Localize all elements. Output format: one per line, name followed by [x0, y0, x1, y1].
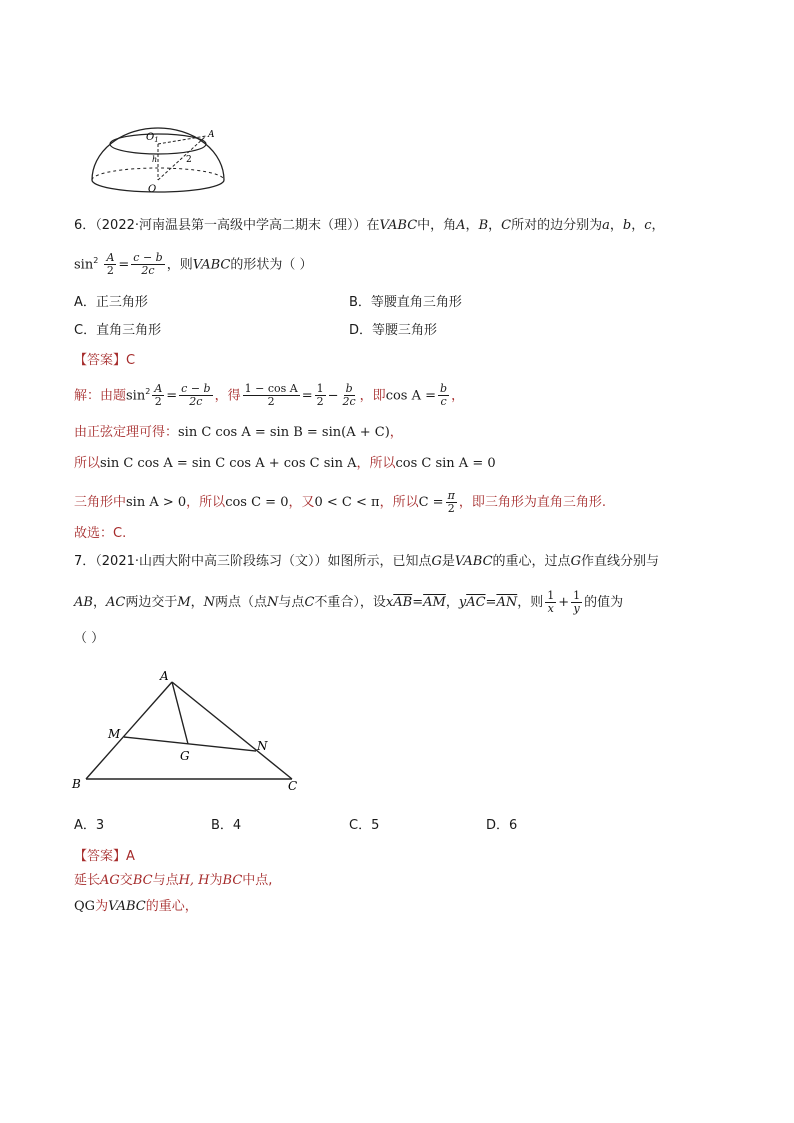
q7-stem-line2: AB，AC两边交于M，N两点（点N与点C不重合），设$x\overline{AB}=\overline{AM}$，$y\overline{AC}=\overline{AN}$，则 $\frac{1}{x}$ + $\frac{1}{y}$ 的值为	[74, 589, 624, 615]
q6-solution-line2: 由正弦定理可得：sin C cos A = sin B = sin(A + C)，	[74, 425, 403, 440]
q6-answer: 【答案】C	[74, 353, 136, 368]
q7-option-c[interactable]: C．5	[349, 818, 380, 833]
q7-option-a[interactable]: A．3	[74, 818, 105, 833]
q6-source: （2022·河南温县第一高级中学高二期末（理））在	[95, 218, 380, 233]
q6-solution-line4: 三角形中sin A > 0，所以cos C = 0，又0 < C < π，所以C = $\frac{\pi}{2}$ ，即三角形为直角三角形.	[74, 489, 606, 515]
q6-solution-line5: 故选：C.	[74, 526, 127, 541]
q7-number: 7．	[74, 554, 96, 569]
label-G: G	[180, 749, 190, 763]
hemisphere-figure	[88, 118, 228, 198]
label-N: N	[257, 739, 268, 753]
q6-stem-line2: $\sin^2$ $\frac{A}{2}$ = $\frac{c - b}{2c}$ ，则VABC的形状为（ ）	[74, 251, 313, 278]
q6-option-a[interactable]: A．正三角形	[74, 295, 148, 310]
q7-answer: 【答案】A	[74, 849, 135, 864]
q6-option-b[interactable]: B．等腰直角三角形	[349, 295, 462, 310]
q6-option-d[interactable]: D．等腰三角形	[349, 323, 438, 338]
q7-solution-line1: 延长AG交BC与点H, H为BC中点,	[74, 873, 273, 888]
label-B: B	[72, 777, 81, 791]
label-C: C	[288, 779, 298, 793]
base-ellipse-front	[92, 180, 224, 192]
q7-option-b[interactable]: B．4	[211, 818, 242, 833]
q7-option-d[interactable]: D．6	[486, 818, 518, 833]
q6-solution-line1: 解：由题$\sin^2$ $\frac{A}{2}$ = $\frac{c - b}{2c}$ ，得 $\frac{\text{1 − cos A}}{2}$ = $\frac{1}{2}$ − $\frac{b}{2c}$ ，即cos A = $\frac{b}{c}$ ，	[74, 382, 465, 409]
label-h: h	[152, 155, 158, 164]
segment-mn	[124, 737, 256, 751]
q6-triangle: VABC	[379, 218, 418, 233]
segment-ag	[172, 682, 188, 744]
triangle-figure	[66, 666, 316, 796]
label-o1: $O_1$	[146, 132, 159, 144]
q6-frac-cb: $\frac{c - b}{2c}$	[133, 251, 163, 278]
label-A: A	[160, 669, 169, 683]
label-M: M	[108, 727, 121, 741]
q6-number: 6．	[74, 218, 96, 233]
q6-option-c[interactable]: C．直角三角形	[74, 323, 162, 338]
side-ab	[86, 682, 172, 779]
q7-paren: （ ）	[74, 631, 105, 646]
label-a: A	[208, 130, 215, 140]
q6-solution-line3: 所以sin C cos A = sin C cos A + cos C sin A，所以cos C sin A = 0	[74, 456, 496, 471]
q6-stem-line1: 6．（2022·河南温县第一高级中学高二期末（理））在VABC中，角A，B，C所对的边分别为a，b，c，	[74, 218, 665, 233]
label-o: O	[148, 184, 157, 195]
q7-solution-line2: QG为VABC的重心，	[74, 899, 198, 914]
q7-stem-line1: 7．（2021·山西大附中高三阶段练习（文））如图所示，已知点G是VABC的重心，过点G作直线分别与	[74, 554, 659, 569]
q6-frac-A2: $\frac{A}{2}$	[106, 251, 115, 278]
label-r: 2	[186, 155, 192, 165]
side-ac	[172, 682, 292, 779]
